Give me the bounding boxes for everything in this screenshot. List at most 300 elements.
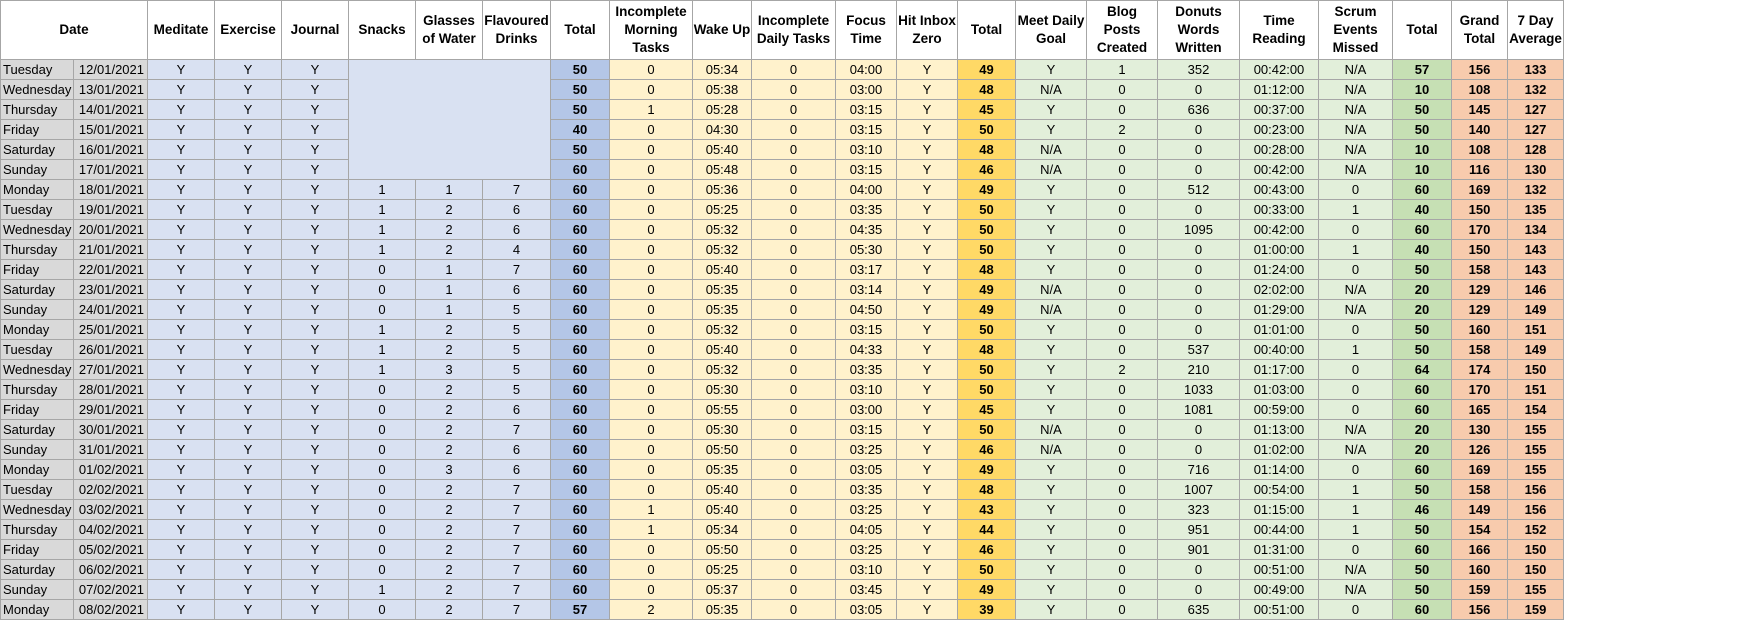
cell-total-2[interactable]: 50 — [958, 220, 1016, 240]
cell-focus-time[interactable]: 03:15 — [836, 320, 897, 340]
cell-grand-total[interactable]: 160 — [1452, 320, 1508, 340]
cell-water[interactable]: 2 — [416, 540, 483, 560]
cell-scrum-missed[interactable]: N/A — [1319, 580, 1393, 600]
cell-total-1[interactable]: 60 — [551, 180, 610, 200]
cell-total-1[interactable]: 60 — [551, 240, 610, 260]
cell-exercise[interactable]: Y — [215, 200, 282, 220]
cell-meet-daily-goal[interactable]: Y — [1016, 340, 1087, 360]
cell-drinks[interactable]: 7 — [483, 580, 551, 600]
cell-blog-posts[interactable]: 0 — [1087, 200, 1158, 220]
cell-total-2[interactable]: 46 — [958, 160, 1016, 180]
cell-meditate[interactable]: Y — [148, 280, 215, 300]
cell-blog-posts[interactable]: 0 — [1087, 480, 1158, 500]
cell-focus-time[interactable]: 03:10 — [836, 380, 897, 400]
cell-blog-posts[interactable]: 0 — [1087, 600, 1158, 620]
cell-exercise[interactable]: Y — [215, 220, 282, 240]
cell-inbox-zero[interactable]: Y — [897, 160, 958, 180]
cell-inbox-zero[interactable]: Y — [897, 480, 958, 500]
cell-day[interactable]: Saturday — [1, 420, 74, 440]
cell-wake-up[interactable]: 05:37 — [693, 580, 752, 600]
cell-meet-daily-goal[interactable]: N/A — [1016, 280, 1087, 300]
cell-journal[interactable]: Y — [282, 120, 349, 140]
cell-snacks[interactable] — [349, 100, 416, 120]
cell-total-1[interactable]: 60 — [551, 420, 610, 440]
cell-grand-total[interactable]: 170 — [1452, 380, 1508, 400]
header-time-reading[interactable]: Time Reading — [1240, 1, 1319, 60]
cell-snacks[interactable] — [349, 120, 416, 140]
cell-focus-time[interactable]: 03:15 — [836, 160, 897, 180]
cell-blog-posts[interactable]: 0 — [1087, 440, 1158, 460]
cell-drinks[interactable]: 7 — [483, 500, 551, 520]
cell-date[interactable]: 28/01/2021 — [74, 380, 148, 400]
cell-inbox-zero[interactable]: Y — [897, 80, 958, 100]
cell-day[interactable]: Thursday — [1, 380, 74, 400]
cell-meditate[interactable]: Y — [148, 60, 215, 80]
cell-donuts-words[interactable]: 636 — [1158, 100, 1240, 120]
cell-incomplete-morning[interactable]: 0 — [610, 180, 693, 200]
cell-time-reading[interactable]: 00:44:00 — [1240, 520, 1319, 540]
cell-total-3[interactable]: 50 — [1393, 260, 1452, 280]
cell-inbox-zero[interactable]: Y — [897, 100, 958, 120]
cell-inbox-zero[interactable]: Y — [897, 60, 958, 80]
cell-incomplete-daily[interactable]: 0 — [752, 340, 836, 360]
header-incomplete-morning[interactable]: Incomplete Morning Tasks — [610, 1, 693, 60]
cell-total-1[interactable]: 60 — [551, 160, 610, 180]
cell-blog-posts[interactable]: 0 — [1087, 280, 1158, 300]
cell-incomplete-morning[interactable]: 0 — [610, 580, 693, 600]
cell-snacks[interactable]: 0 — [349, 480, 416, 500]
cell-donuts-words[interactable]: 635 — [1158, 600, 1240, 620]
cell-blog-posts[interactable]: 0 — [1087, 540, 1158, 560]
cell-donuts-words[interactable]: 352 — [1158, 60, 1240, 80]
cell-journal[interactable]: Y — [282, 580, 349, 600]
cell-meet-daily-goal[interactable]: Y — [1016, 100, 1087, 120]
cell-inbox-zero[interactable]: Y — [897, 260, 958, 280]
cell-exercise[interactable]: Y — [215, 340, 282, 360]
cell-scrum-missed[interactable]: 1 — [1319, 520, 1393, 540]
cell-drinks[interactable]: 7 — [483, 480, 551, 500]
header-donuts-words[interactable]: Donuts Words Written — [1158, 1, 1240, 60]
cell-7-day-average[interactable]: 155 — [1508, 580, 1564, 600]
cell-incomplete-daily[interactable]: 0 — [752, 540, 836, 560]
cell-total-3[interactable]: 50 — [1393, 520, 1452, 540]
cell-water[interactable]: 2 — [416, 560, 483, 580]
cell-incomplete-morning[interactable]: 0 — [610, 320, 693, 340]
cell-inbox-zero[interactable]: Y — [897, 580, 958, 600]
cell-wake-up[interactable]: 04:30 — [693, 120, 752, 140]
cell-meet-daily-goal[interactable]: Y — [1016, 60, 1087, 80]
cell-donuts-words[interactable]: 1033 — [1158, 380, 1240, 400]
cell-time-reading[interactable]: 01:02:00 — [1240, 440, 1319, 460]
cell-wake-up[interactable]: 05:30 — [693, 420, 752, 440]
cell-wake-up[interactable]: 05:25 — [693, 560, 752, 580]
cell-inbox-zero[interactable]: Y — [897, 120, 958, 140]
cell-grand-total[interactable]: 159 — [1452, 580, 1508, 600]
cell-donuts-words[interactable]: 537 — [1158, 340, 1240, 360]
cell-meditate[interactable]: Y — [148, 160, 215, 180]
cell-water[interactable] — [416, 80, 483, 100]
cell-scrum-missed[interactable]: 0 — [1319, 400, 1393, 420]
cell-incomplete-daily[interactable]: 0 — [752, 520, 836, 540]
cell-incomplete-morning[interactable]: 0 — [610, 140, 693, 160]
cell-total-1[interactable]: 50 — [551, 60, 610, 80]
cell-wake-up[interactable]: 05:32 — [693, 360, 752, 380]
cell-donuts-words[interactable]: 0 — [1158, 280, 1240, 300]
cell-drinks[interactable]: 6 — [483, 280, 551, 300]
cell-total-3[interactable]: 10 — [1393, 140, 1452, 160]
cell-journal[interactable]: Y — [282, 440, 349, 460]
cell-total-3[interactable]: 10 — [1393, 160, 1452, 180]
cell-total-2[interactable]: 45 — [958, 100, 1016, 120]
cell-date[interactable]: 30/01/2021 — [74, 420, 148, 440]
cell-7-day-average[interactable]: 127 — [1508, 100, 1564, 120]
cell-exercise[interactable]: Y — [215, 80, 282, 100]
cell-day[interactable]: Wednesday — [1, 80, 74, 100]
cell-grand-total[interactable]: 158 — [1452, 480, 1508, 500]
cell-snacks[interactable]: 0 — [349, 440, 416, 460]
cell-grand-total[interactable]: 150 — [1452, 200, 1508, 220]
cell-blog-posts[interactable]: 2 — [1087, 360, 1158, 380]
cell-water[interactable]: 2 — [416, 400, 483, 420]
cell-incomplete-morning[interactable]: 1 — [610, 100, 693, 120]
cell-drinks[interactable]: 6 — [483, 200, 551, 220]
cell-exercise[interactable]: Y — [215, 280, 282, 300]
cell-wake-up[interactable]: 05:32 — [693, 240, 752, 260]
cell-incomplete-morning[interactable]: 0 — [610, 340, 693, 360]
cell-grand-total[interactable]: 156 — [1452, 60, 1508, 80]
cell-time-reading[interactable]: 00:51:00 — [1240, 600, 1319, 620]
cell-donuts-words[interactable]: 1095 — [1158, 220, 1240, 240]
cell-blog-posts[interactable]: 0 — [1087, 320, 1158, 340]
cell-meet-daily-goal[interactable]: Y — [1016, 560, 1087, 580]
cell-drinks[interactable]: 6 — [483, 220, 551, 240]
cell-snacks[interactable]: 0 — [349, 400, 416, 420]
cell-total-3[interactable]: 20 — [1393, 280, 1452, 300]
cell-journal[interactable]: Y — [282, 360, 349, 380]
cell-total-1[interactable]: 57 — [551, 600, 610, 620]
cell-date[interactable]: 27/01/2021 — [74, 360, 148, 380]
header-scrum-missed[interactable]: Scrum Events Missed — [1319, 1, 1393, 60]
cell-inbox-zero[interactable]: Y — [897, 300, 958, 320]
cell-incomplete-morning[interactable]: 0 — [610, 400, 693, 420]
cell-snacks[interactable]: 0 — [349, 520, 416, 540]
cell-incomplete-morning[interactable]: 1 — [610, 520, 693, 540]
cell-water[interactable] — [416, 140, 483, 160]
cell-exercise[interactable]: Y — [215, 300, 282, 320]
cell-7-day-average[interactable]: 159 — [1508, 600, 1564, 620]
cell-total-1[interactable]: 60 — [551, 360, 610, 380]
cell-incomplete-daily[interactable]: 0 — [752, 440, 836, 460]
cell-meditate[interactable]: Y — [148, 220, 215, 240]
cell-meditate[interactable]: Y — [148, 260, 215, 280]
cell-total-1[interactable]: 60 — [551, 300, 610, 320]
cell-total-1[interactable]: 60 — [551, 220, 610, 240]
cell-wake-up[interactable]: 05:48 — [693, 160, 752, 180]
cell-date[interactable]: 07/02/2021 — [74, 580, 148, 600]
cell-water[interactable]: 2 — [416, 380, 483, 400]
cell-donuts-words[interactable]: 716 — [1158, 460, 1240, 480]
cell-donuts-words[interactable]: 0 — [1158, 420, 1240, 440]
cell-time-reading[interactable]: 00:37:00 — [1240, 100, 1319, 120]
cell-snacks[interactable]: 0 — [349, 460, 416, 480]
cell-donuts-words[interactable]: 0 — [1158, 80, 1240, 100]
cell-total-3[interactable]: 20 — [1393, 440, 1452, 460]
cell-meet-daily-goal[interactable]: Y — [1016, 260, 1087, 280]
cell-blog-posts[interactable]: 0 — [1087, 140, 1158, 160]
cell-meet-daily-goal[interactable]: Y — [1016, 600, 1087, 620]
cell-scrum-missed[interactable]: 0 — [1319, 180, 1393, 200]
cell-7-day-average[interactable]: 133 — [1508, 60, 1564, 80]
cell-water[interactable]: 2 — [416, 580, 483, 600]
cell-incomplete-daily[interactable]: 0 — [752, 160, 836, 180]
cell-wake-up[interactable]: 05:34 — [693, 520, 752, 540]
cell-journal[interactable]: Y — [282, 500, 349, 520]
cell-drinks[interactable]: 7 — [483, 540, 551, 560]
cell-drinks[interactable] — [483, 80, 551, 100]
cell-blog-posts[interactable]: 0 — [1087, 220, 1158, 240]
cell-total-2[interactable]: 49 — [958, 280, 1016, 300]
cell-total-1[interactable]: 50 — [551, 140, 610, 160]
cell-water[interactable]: 2 — [416, 520, 483, 540]
header-inbox-zero[interactable]: Hit Inbox Zero — [897, 1, 958, 60]
cell-journal[interactable]: Y — [282, 520, 349, 540]
cell-7-day-average[interactable]: 156 — [1508, 480, 1564, 500]
cell-total-1[interactable]: 60 — [551, 320, 610, 340]
cell-focus-time[interactable]: 03:45 — [836, 580, 897, 600]
cell-exercise[interactable]: Y — [215, 560, 282, 580]
cell-grand-total[interactable]: 156 — [1452, 600, 1508, 620]
cell-exercise[interactable]: Y — [215, 60, 282, 80]
cell-day[interactable]: Monday — [1, 180, 74, 200]
cell-wake-up[interactable]: 05:30 — [693, 380, 752, 400]
cell-meditate[interactable]: Y — [148, 180, 215, 200]
cell-inbox-zero[interactable]: Y — [897, 500, 958, 520]
cell-meditate[interactable]: Y — [148, 420, 215, 440]
cell-total-1[interactable]: 60 — [551, 460, 610, 480]
cell-total-2[interactable]: 50 — [958, 200, 1016, 220]
cell-snacks[interactable]: 1 — [349, 240, 416, 260]
cell-focus-time[interactable]: 03:05 — [836, 460, 897, 480]
cell-meet-daily-goal[interactable]: Y — [1016, 480, 1087, 500]
cell-time-reading[interactable]: 01:31:00 — [1240, 540, 1319, 560]
cell-focus-time[interactable]: 05:30 — [836, 240, 897, 260]
cell-total-2[interactable]: 48 — [958, 80, 1016, 100]
cell-water[interactable]: 1 — [416, 260, 483, 280]
cell-day[interactable]: Friday — [1, 260, 74, 280]
cell-7-day-average[interactable]: 143 — [1508, 260, 1564, 280]
cell-exercise[interactable]: Y — [215, 500, 282, 520]
cell-water[interactable]: 3 — [416, 460, 483, 480]
cell-journal[interactable]: Y — [282, 540, 349, 560]
cell-scrum-missed[interactable]: 0 — [1319, 380, 1393, 400]
cell-incomplete-daily[interactable]: 0 — [752, 240, 836, 260]
cell-time-reading[interactable]: 00:28:00 — [1240, 140, 1319, 160]
cell-7-day-average[interactable]: 156 — [1508, 500, 1564, 520]
cell-focus-time[interactable]: 03:25 — [836, 500, 897, 520]
cell-date[interactable]: 02/02/2021 — [74, 480, 148, 500]
cell-total-2[interactable]: 50 — [958, 120, 1016, 140]
cell-date[interactable]: 17/01/2021 — [74, 160, 148, 180]
cell-focus-time[interactable]: 03:25 — [836, 440, 897, 460]
cell-time-reading[interactable]: 00:40:00 — [1240, 340, 1319, 360]
cell-wake-up[interactable]: 05:50 — [693, 440, 752, 460]
cell-blog-posts[interactable]: 0 — [1087, 260, 1158, 280]
cell-donuts-words[interactable]: 0 — [1158, 160, 1240, 180]
cell-meet-daily-goal[interactable]: N/A — [1016, 300, 1087, 320]
cell-meet-daily-goal[interactable]: N/A — [1016, 420, 1087, 440]
cell-journal[interactable]: Y — [282, 280, 349, 300]
cell-date[interactable]: 06/02/2021 — [74, 560, 148, 580]
cell-total-2[interactable]: 50 — [958, 380, 1016, 400]
cell-wake-up[interactable]: 05:38 — [693, 80, 752, 100]
cell-day[interactable]: Sunday — [1, 440, 74, 460]
cell-water[interactable] — [416, 120, 483, 140]
cell-exercise[interactable]: Y — [215, 180, 282, 200]
cell-date[interactable]: 16/01/2021 — [74, 140, 148, 160]
cell-drinks[interactable]: 7 — [483, 260, 551, 280]
cell-day[interactable]: Tuesday — [1, 480, 74, 500]
cell-exercise[interactable]: Y — [215, 360, 282, 380]
cell-donuts-words[interactable]: 0 — [1158, 320, 1240, 340]
cell-journal[interactable]: Y — [282, 60, 349, 80]
cell-meditate[interactable]: Y — [148, 240, 215, 260]
cell-blog-posts[interactable]: 0 — [1087, 180, 1158, 200]
cell-time-reading[interactable]: 01:15:00 — [1240, 500, 1319, 520]
cell-scrum-missed[interactable]: N/A — [1319, 560, 1393, 580]
cell-drinks[interactable]: 7 — [483, 420, 551, 440]
cell-donuts-words[interactable]: 0 — [1158, 140, 1240, 160]
cell-drinks[interactable]: 5 — [483, 300, 551, 320]
cell-7-day-average[interactable]: 152 — [1508, 520, 1564, 540]
cell-date[interactable]: 19/01/2021 — [74, 200, 148, 220]
header-focus-time[interactable]: Focus Time — [836, 1, 897, 60]
cell-grand-total[interactable]: 165 — [1452, 400, 1508, 420]
cell-exercise[interactable]: Y — [215, 600, 282, 620]
header-meditate[interactable]: Meditate — [148, 1, 215, 60]
cell-7-day-average[interactable]: 150 — [1508, 540, 1564, 560]
cell-meditate[interactable]: Y — [148, 400, 215, 420]
cell-focus-time[interactable]: 03:25 — [836, 540, 897, 560]
cell-grand-total[interactable]: 116 — [1452, 160, 1508, 180]
cell-wake-up[interactable]: 05:35 — [693, 280, 752, 300]
cell-grand-total[interactable]: 174 — [1452, 360, 1508, 380]
cell-snacks[interactable]: 1 — [349, 200, 416, 220]
cell-grand-total[interactable]: 150 — [1452, 240, 1508, 260]
cell-drinks[interactable]: 5 — [483, 380, 551, 400]
cell-total-2[interactable]: 45 — [958, 400, 1016, 420]
cell-blog-posts[interactable]: 0 — [1087, 460, 1158, 480]
cell-total-1[interactable]: 60 — [551, 540, 610, 560]
cell-date[interactable]: 04/02/2021 — [74, 520, 148, 540]
cell-7-day-average[interactable]: 155 — [1508, 420, 1564, 440]
cell-wake-up[interactable]: 05:32 — [693, 220, 752, 240]
cell-time-reading[interactable]: 00:33:00 — [1240, 200, 1319, 220]
cell-water[interactable]: 2 — [416, 420, 483, 440]
cell-incomplete-daily[interactable]: 0 — [752, 180, 836, 200]
cell-water[interactable]: 1 — [416, 280, 483, 300]
cell-exercise[interactable]: Y — [215, 520, 282, 540]
cell-date[interactable]: 25/01/2021 — [74, 320, 148, 340]
cell-inbox-zero[interactable]: Y — [897, 420, 958, 440]
cell-journal[interactable]: Y — [282, 560, 349, 580]
cell-time-reading[interactable]: 01:01:00 — [1240, 320, 1319, 340]
cell-incomplete-daily[interactable]: 0 — [752, 380, 836, 400]
cell-time-reading[interactable]: 02:02:00 — [1240, 280, 1319, 300]
cell-wake-up[interactable]: 05:34 — [693, 60, 752, 80]
cell-day[interactable]: Sunday — [1, 300, 74, 320]
cell-scrum-missed[interactable]: N/A — [1319, 140, 1393, 160]
cell-incomplete-daily[interactable]: 0 — [752, 580, 836, 600]
cell-7-day-average[interactable]: 155 — [1508, 460, 1564, 480]
cell-day[interactable]: Thursday — [1, 100, 74, 120]
cell-time-reading[interactable]: 00:59:00 — [1240, 400, 1319, 420]
cell-incomplete-daily[interactable]: 0 — [752, 140, 836, 160]
cell-total-2[interactable]: 49 — [958, 300, 1016, 320]
cell-wake-up[interactable]: 05:40 — [693, 340, 752, 360]
cell-exercise[interactable]: Y — [215, 420, 282, 440]
cell-drinks[interactable]: 6 — [483, 440, 551, 460]
cell-total-2[interactable]: 48 — [958, 480, 1016, 500]
cell-focus-time[interactable]: 03:35 — [836, 480, 897, 500]
cell-incomplete-morning[interactable]: 0 — [610, 480, 693, 500]
cell-donuts-words[interactable]: 0 — [1158, 200, 1240, 220]
cell-date[interactable]: 29/01/2021 — [74, 400, 148, 420]
cell-total-2[interactable]: 39 — [958, 600, 1016, 620]
cell-grand-total[interactable]: 145 — [1452, 100, 1508, 120]
cell-meet-daily-goal[interactable]: Y — [1016, 220, 1087, 240]
cell-donuts-words[interactable]: 0 — [1158, 240, 1240, 260]
cell-meditate[interactable]: Y — [148, 440, 215, 460]
cell-incomplete-daily[interactable]: 0 — [752, 60, 836, 80]
cell-meditate[interactable]: Y — [148, 200, 215, 220]
cell-incomplete-morning[interactable]: 0 — [610, 200, 693, 220]
cell-scrum-missed[interactable]: N/A — [1319, 60, 1393, 80]
cell-meet-daily-goal[interactable]: Y — [1016, 120, 1087, 140]
cell-water[interactable]: 2 — [416, 440, 483, 460]
cell-wake-up[interactable]: 05:40 — [693, 480, 752, 500]
cell-scrum-missed[interactable]: 0 — [1319, 460, 1393, 480]
cell-snacks[interactable] — [349, 60, 416, 80]
cell-snacks[interactable]: 1 — [349, 360, 416, 380]
cell-total-3[interactable]: 40 — [1393, 200, 1452, 220]
cell-blog-posts[interactable]: 0 — [1087, 100, 1158, 120]
cell-grand-total[interactable]: 126 — [1452, 440, 1508, 460]
cell-drinks[interactable]: 7 — [483, 520, 551, 540]
header-drinks[interactable]: Flavoured Drinks — [483, 1, 551, 60]
cell-snacks[interactable]: 0 — [349, 380, 416, 400]
cell-drinks[interactable]: 5 — [483, 360, 551, 380]
cell-focus-time[interactable]: 03:00 — [836, 400, 897, 420]
cell-meditate[interactable]: Y — [148, 80, 215, 100]
header-total-2[interactable]: Total — [958, 1, 1016, 60]
cell-scrum-missed[interactable]: N/A — [1319, 440, 1393, 460]
cell-drinks[interactable]: 4 — [483, 240, 551, 260]
cell-total-3[interactable]: 20 — [1393, 300, 1452, 320]
cell-date[interactable]: 21/01/2021 — [74, 240, 148, 260]
cell-incomplete-daily[interactable]: 0 — [752, 200, 836, 220]
cell-grand-total[interactable]: 108 — [1452, 140, 1508, 160]
cell-total-3[interactable]: 60 — [1393, 540, 1452, 560]
cell-total-1[interactable]: 60 — [551, 560, 610, 580]
cell-meditate[interactable]: Y — [148, 100, 215, 120]
cell-date[interactable]: 20/01/2021 — [74, 220, 148, 240]
header-exercise[interactable]: Exercise — [215, 1, 282, 60]
cell-exercise[interactable]: Y — [215, 100, 282, 120]
cell-incomplete-morning[interactable]: 0 — [610, 460, 693, 480]
cell-total-2[interactable]: 48 — [958, 340, 1016, 360]
cell-inbox-zero[interactable]: Y — [897, 220, 958, 240]
cell-incomplete-daily[interactable]: 0 — [752, 600, 836, 620]
